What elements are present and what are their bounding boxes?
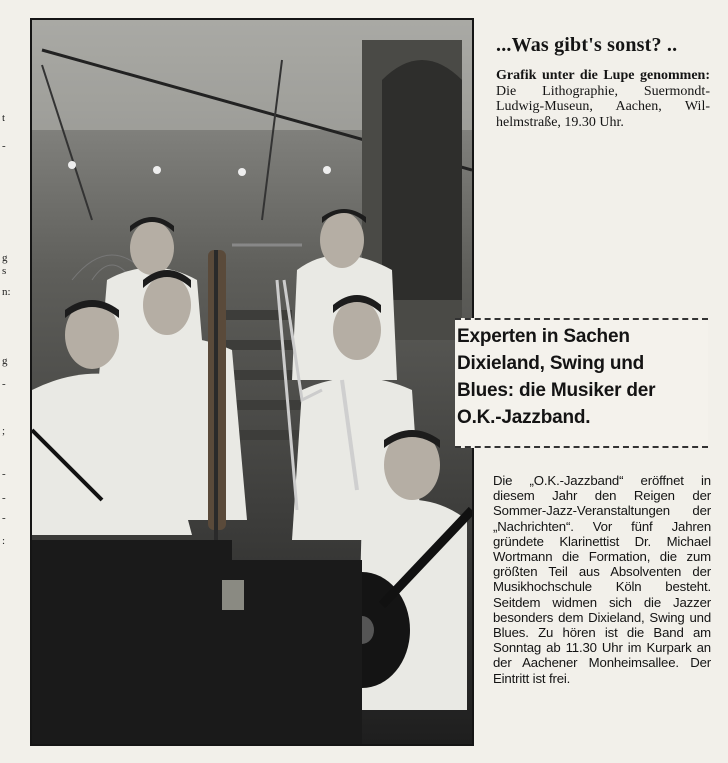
aside-lead: Grafik unter die Lupe genommen: [496,68,710,83]
band-photo-illustration [32,20,472,744]
margin-fragment: - [2,378,6,390]
aside-text: Die Lithographie, Suermondt-Ludwig-Museun, Aachen, Wilhelmstraße, 19.30 Uhr. [496,83,710,130]
photo-caption-box [455,318,708,448]
margin-fragment: - [2,512,6,524]
band-photo [30,18,474,746]
margin-fragment: s [2,265,7,277]
margin-fragment: - [2,492,6,504]
article-body: Die „O.K.-Jazzband“ eröffnet in diesem Jahr den Reigen der Sommer-Jazz-Veranstaltungen der „Nachrichten“. Vor fünf Jahren gründete Klarinettist Dr. Michael Wortmann die Formation, die zum größten Teil aus Absolventen der Musikhochschule Köln besteht. Seitdem widmen sich die Jazzer besonders dem Dixieland, Swing und Blues. Zu hören ist die Band am Sonntag ab 11.30 Uhr im Kurpark an der Aachener Monheimsallee. Der Eintritt ist frei. [493,473,711,686]
margin-fragment: n: [2,286,11,298]
margin-fragment: - [2,468,6,480]
margin-fragment: : [2,535,6,547]
aside-heading: ...Was gibt's sonst? .. [496,34,678,56]
margin-fragment: g [2,252,8,264]
margin-fragment: g [2,355,8,367]
aside-paragraph [496,68,710,130]
margin-fragment: ; [2,425,6,437]
left-column-fragments [0,0,24,763]
photo-caption: Experten in Sachen Dixieland, Swing und Blues: die Musiker der O.K.-Jazzband. [457,326,656,428]
margin-fragment: - [2,140,6,152]
margin-fragment: t [2,112,6,124]
